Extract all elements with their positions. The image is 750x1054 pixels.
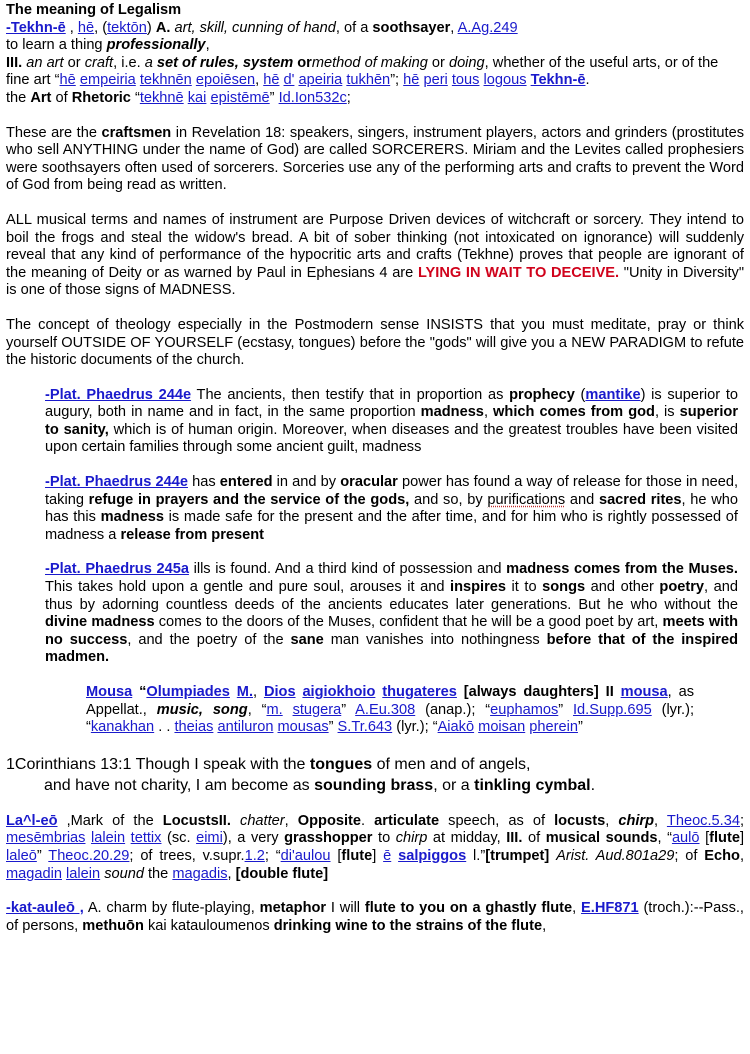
- text-run: II: [598, 684, 621, 700]
- reference-link[interactable]: mesēmbrias: [6, 830, 86, 847]
- text-run: [always daughters]: [463, 684, 599, 700]
- text-run: ,: [542, 917, 547, 934]
- text-run: doing: [448, 54, 485, 71]
- reference-link[interactable]: Dios: [263, 684, 296, 700]
- text-run: “: [132, 684, 147, 700]
- text-run: meets with no success: [45, 614, 738, 648]
- text-run: tinkling cymbal: [474, 776, 591, 794]
- text-run: ) is superior to augury, both in name and in fact, in the same proportion: [45, 386, 738, 421]
- text-run: entered: [219, 474, 273, 491]
- text-run: .: [585, 72, 590, 89]
- text-run: and so, by: [409, 491, 488, 508]
- text-run: ,: [227, 865, 236, 882]
- reference-link[interactable]: mantike: [585, 386, 641, 403]
- tekhne-line-2: [6, 37, 744, 55]
- text-run: has: [187, 474, 220, 491]
- reference-link[interactable]: logous: [483, 72, 527, 89]
- text-run: to: [372, 830, 396, 847]
- text-run: Echo: [704, 847, 740, 864]
- text-run: ,: [205, 37, 210, 54]
- text-run: the: [6, 89, 31, 106]
- text-run: to learn a thing: [6, 37, 107, 54]
- craftsmen-paragraph: [6, 125, 744, 195]
- text-run: Art: [30, 89, 52, 106]
- text-run: This takes hold upon a gentle and pure soul, arouses it and: [45, 579, 451, 596]
- text-run: sacred rites: [598, 491, 682, 508]
- text-run: , he who has this: [45, 491, 739, 526]
- text-run: music, song: [156, 701, 248, 718]
- text-run: , or a: [433, 776, 475, 794]
- text-run: flute: [341, 847, 373, 864]
- reference-link[interactable]: tous: [451, 72, 480, 89]
- text-run: locusts: [554, 812, 606, 829]
- text-run: [: [330, 847, 342, 864]
- text-run: . .: [154, 719, 175, 736]
- text-run: inspires: [450, 579, 506, 596]
- text-run: A.: [155, 19, 171, 36]
- text-run: or: [427, 54, 449, 71]
- text-run: The ancients, then testify that in proportion as: [191, 386, 510, 403]
- text-run: prophecy: [509, 386, 575, 403]
- text-run: chirp: [395, 830, 428, 847]
- text-run: a: [144, 54, 157, 71]
- reference-link[interactable]: lalein: [91, 830, 126, 847]
- reference-link[interactable]: tukhēn: [346, 72, 391, 89]
- reference-link[interactable]: ē: [383, 847, 392, 864]
- text-run: songs: [542, 579, 586, 596]
- text-run: drinking wine to the strains of the flute: [273, 917, 543, 934]
- reference-link[interactable]: hē: [77, 19, 95, 36]
- text-run: which is of human origin. Moreover, when diseases and the greatest troubles have been visited upon certain families through some ancient guilt, madness: [45, 421, 738, 456]
- text-run: II.: [218, 812, 231, 829]
- text-run: ), a very: [222, 830, 285, 847]
- text-run: power has found a way of release for those in need, taking: [45, 474, 739, 508]
- text-run: madness comes from the Muses.: [506, 561, 738, 578]
- reference-link[interactable]: S.Tr.643: [337, 719, 393, 736]
- text-run: , as Appellat.,: [86, 684, 695, 718]
- text-run: "Unity in Diversity" is one of those signs of MADNESS.: [6, 264, 745, 299]
- text-run: craftsmen: [101, 124, 172, 141]
- text-run: , whether of the useful arts, or of the fine art “: [6, 54, 719, 89]
- musical-terms-paragraph: [6, 212, 744, 300]
- text-run: (: [574, 386, 586, 403]
- text-run: tongues: [309, 755, 373, 773]
- phaedrus-quote-1: [45, 387, 738, 457]
- text-run: of: [51, 89, 72, 106]
- reference-link[interactable]: tettix: [130, 830, 162, 847]
- reference-link[interactable]: M.: [236, 684, 254, 700]
- reference-link[interactable]: Aiakō: [437, 719, 475, 736]
- text-run: [231, 813, 240, 829]
- text-run: before that of the inspired madmen.: [45, 631, 738, 666]
- reference-link[interactable]: Theoc.20.29: [48, 847, 130, 864]
- reference-link[interactable]: lalein: [66, 865, 101, 882]
- text-run: ,: [605, 812, 619, 829]
- text-run: speech, as of: [439, 812, 555, 829]
- text-run: ills is found. And a third kind of possession and: [188, 561, 507, 578]
- text-run: , and thus by adorning countless deeds of the ancients educates later generations. But he who without the: [45, 579, 738, 613]
- text-run: ,: [483, 404, 494, 421]
- text-run: sounding brass: [314, 776, 434, 794]
- text-run: is made safe for the present and the after time, and for him who is rightly possessed of madness a: [45, 509, 738, 543]
- text-run: ,: [255, 72, 264, 89]
- corinthians-verse: [6, 754, 744, 796]
- reference-link[interactable]: theias: [174, 719, 214, 736]
- text-run: at midday,: [427, 830, 507, 847]
- text-run: ,: [450, 19, 458, 36]
- text-run: chatter: [240, 812, 285, 829]
- text-run: articulate: [374, 812, 440, 829]
- reference-link[interactable]: antiluron: [217, 719, 274, 736]
- reference-link[interactable]: m.: [266, 701, 283, 718]
- reference-link[interactable]: d': [283, 72, 295, 89]
- text-run: ,: [572, 900, 582, 917]
- text-run: divine madness: [45, 614, 155, 631]
- text-run: (lyr.); “: [392, 719, 438, 736]
- text-run: [283, 702, 293, 718]
- reference-link[interactable]: hē: [59, 72, 76, 89]
- reference-link[interactable]: tekhnē: [139, 89, 184, 106]
- reference-link[interactable]: kai: [187, 89, 207, 106]
- reference-link[interactable]: mousa: [620, 684, 668, 700]
- reference-link[interactable]: salpiggos: [398, 847, 467, 864]
- text-run: , “: [657, 830, 672, 847]
- reference-link[interactable]: -Plat. Phaedrus 244e: [45, 474, 188, 491]
- reference-link[interactable]: mousas: [277, 719, 329, 736]
- text-run: ,: [739, 847, 745, 864]
- text-run: grasshopper: [284, 830, 373, 847]
- text-run: metaphor: [259, 900, 327, 917]
- reference-link[interactable]: -Plat. Phaedrus 245a: [45, 561, 189, 578]
- reference-link[interactable]: aigiokhoio: [302, 684, 376, 700]
- text-run: ”: [36, 847, 49, 864]
- text-run: Rhetoric: [71, 89, 131, 106]
- reference-link[interactable]: Id.Supp.695: [573, 701, 652, 718]
- text-run: Opposite: [297, 812, 362, 829]
- text-run: an art: [26, 54, 64, 71]
- kataule-definition: [6, 900, 744, 935]
- reference-link[interactable]: thugateres: [382, 684, 457, 700]
- text-run: ,Mark of the: [57, 812, 163, 829]
- text-run: III.: [6, 54, 23, 71]
- reference-link[interactable]: E.HF871: [581, 900, 639, 917]
- reference-link[interactable]: epoiēsen: [195, 72, 256, 89]
- text-run: ]: [372, 847, 384, 864]
- text-run: , is: [654, 404, 680, 421]
- tekhne-line-3: [6, 55, 744, 90]
- text-run: , of a: [335, 19, 373, 36]
- text-run: ”;: [390, 72, 404, 89]
- reference-link[interactable]: apeiria: [298, 72, 343, 89]
- text-run: A. charm by flute-playing,: [83, 900, 260, 917]
- text-run: .: [590, 776, 596, 794]
- text-run: ALL musical terms and names of instrument are Purpose Driven devices of witchcraft or sorcery. They intend to boil the frogs and steal the widow's bread. A bit of sober thinking (not intoxicated on ignorance) will suddenly reveal that any kind of performance of the hypocritic arts and crafts (Tekhne) proves that people are ignorant of the meaning of Deity or as warned by Paul in Ephesians 4 are: [6, 211, 744, 281]
- text-run: poetry: [659, 579, 705, 596]
- reference-link[interactable]: -kat-auleō ,: [6, 900, 84, 917]
- theology-paragraph: [6, 317, 744, 370]
- text-run: Locusts: [162, 812, 219, 829]
- text-run: which comes from god: [493, 404, 655, 421]
- corinthians-line-1: [6, 756, 530, 773]
- reference-link[interactable]: moisan: [478, 719, 526, 736]
- text-run: refuge in prayers and the service of the gods,: [88, 491, 410, 508]
- text-run: ”: [328, 719, 338, 736]
- text-run: madness: [420, 404, 484, 421]
- reference-link[interactable]: tektōn: [107, 19, 147, 36]
- reference-link[interactable]: kanakhan: [90, 719, 155, 736]
- page-title: The meaning of Legalism: [6, 2, 182, 18]
- reference-link[interactable]: empeiria: [79, 72, 136, 89]
- reference-link[interactable]: Id.Ion532c: [278, 89, 347, 106]
- text-run: in Revelation 18: speakers, singers, instrument players, actors and grinders (prostitutes who sell ANYTHING under the name of God) are called SORCERERS. Miriam and the Levites called prophesiers were soothsayers often used of sorcerers. Sorceries use any of the performing arts and crafts to prevent the Word of God from being read as written.: [6, 124, 744, 194]
- reference-link[interactable]: peri: [423, 72, 448, 89]
- reference-link[interactable]: A.Ag.249: [457, 19, 518, 36]
- tekhne-line-1: [6, 20, 744, 38]
- text-run: , (: [94, 19, 108, 36]
- text-run: ; of trees, v.supr.: [129, 847, 245, 864]
- text-run: flute to you on a ghastly flute: [364, 900, 573, 917]
- reference-link[interactable]: di'aulou: [280, 847, 331, 864]
- reference-link[interactable]: A.Eu.308: [355, 701, 416, 718]
- text-run: the: [143, 865, 173, 882]
- text-run: ”: [558, 701, 573, 718]
- reference-link[interactable]: epistēmē: [210, 89, 270, 106]
- text-run: [457, 684, 464, 700]
- phaedrus-quote-3: [45, 561, 738, 667]
- reference-link[interactable]: Tekhn-ē: [530, 72, 586, 89]
- reference-link[interactable]: hē: [263, 72, 280, 89]
- text-run: in and by: [272, 474, 341, 491]
- tekhne-line-4: [6, 90, 744, 108]
- text-run: ”: [341, 701, 356, 718]
- text-run: of: [522, 830, 546, 847]
- text-run: ): [146, 19, 156, 36]
- text-run: art, skill, cunning of hand: [174, 19, 336, 36]
- text-run: ]: [739, 830, 745, 847]
- text-run: methuōn: [82, 917, 144, 934]
- reference-link[interactable]: La^l-eō: [6, 812, 58, 829]
- text-run: method of making: [311, 54, 428, 71]
- text-run: III.: [506, 830, 523, 847]
- text-run: (lyr.); “: [86, 701, 695, 736]
- reference-link[interactable]: tekhnēn: [139, 72, 192, 89]
- text-run: ,: [654, 812, 667, 829]
- text-run: ,: [284, 812, 298, 829]
- text-run: .: [361, 812, 375, 829]
- reference-link[interactable]: Mousa: [86, 684, 133, 700]
- reference-link[interactable]: laleō: [6, 847, 37, 864]
- reference-link[interactable]: stugera: [292, 701, 342, 718]
- text-run: [double flute]: [235, 865, 329, 882]
- mousa-definition: [86, 684, 694, 737]
- text-run: 1Corinthians 13:1 Though I speak with the: [6, 755, 310, 773]
- text-run: comes to the doors of the Muses, confident that he will be a good poet by art,: [154, 614, 663, 631]
- text-run: ”: [269, 89, 279, 106]
- text-run: and have not charity, I am become as: [44, 776, 315, 794]
- reference-link[interactable]: -Plat. Phaedrus 244e: [45, 386, 192, 403]
- text-run: LYING IN WAIT TO DECEIVE.: [417, 264, 620, 281]
- text-run: , and the poetry of the: [127, 631, 291, 648]
- text-run: kai katauloumenos: [143, 917, 274, 934]
- phaedrus-quote-2: [45, 474, 738, 544]
- text-run: madness: [100, 509, 164, 526]
- text-run: release from present: [120, 526, 265, 543]
- text-run: of men and of angels,: [372, 755, 531, 773]
- reference-link[interactable]: 1.2: [244, 847, 265, 864]
- text-run: “: [130, 89, 140, 106]
- reference-link[interactable]: aulō: [671, 830, 700, 847]
- text-run: craft: [84, 54, 114, 71]
- text-run: flute: [709, 830, 740, 847]
- corinthians-line-2: [6, 775, 744, 796]
- text-run: [230, 684, 237, 700]
- text-run: ; of: [674, 847, 705, 864]
- text-run: ,: [65, 19, 78, 36]
- text-run: ; “: [264, 847, 281, 864]
- reference-link[interactable]: euphamos: [490, 701, 559, 718]
- text-run: (troch.):--Pass., of persons,: [6, 900, 744, 934]
- reference-link[interactable]: magadin: [6, 865, 62, 882]
- text-run: (sc.: [161, 830, 197, 847]
- text-run: professionally: [106, 37, 206, 54]
- text-run: set of rules, system: [156, 54, 294, 71]
- text-run: musical sounds: [545, 830, 658, 847]
- text-run: l.”: [466, 847, 486, 864]
- reference-link[interactable]: Olumpiades: [146, 684, 230, 700]
- text-run: purifications: [487, 491, 566, 508]
- text-run: I will: [326, 900, 365, 917]
- text-run: (anap.); “: [415, 701, 491, 718]
- text-run: it to: [506, 579, 543, 596]
- text-run: or: [293, 54, 312, 71]
- reference-link[interactable]: pherein: [529, 719, 578, 736]
- text-run: [: [699, 830, 710, 847]
- text-run: and other: [585, 579, 660, 596]
- text-run: ,: [253, 684, 264, 700]
- text-run: chirp: [618, 812, 655, 829]
- text-run: ;: [346, 89, 351, 106]
- text-run: and: [565, 491, 599, 508]
- reference-link[interactable]: Theoc.5.34: [666, 812, 740, 829]
- text-run: , i.e.: [113, 54, 145, 71]
- text-run: , “: [247, 701, 267, 718]
- text-run: ;: [739, 812, 745, 829]
- text-run: ”: [577, 719, 583, 736]
- reference-link[interactable]: hē: [403, 72, 420, 89]
- reference-link[interactable]: magadis: [172, 865, 228, 882]
- reference-link[interactable]: -Tekhn-ē: [6, 19, 66, 36]
- tekhne-definition: [6, 20, 744, 108]
- text-run: The concept of theology especially in the Postmodern sense INSISTS that you must meditate, pray or think yourself OUTSIDE OF YOURSELF (ecstasy, tongues) before the "gods" will give you a NEW PARADIGM to refute the historic documents of the church.: [6, 316, 744, 369]
- text-run: sound: [104, 865, 144, 882]
- text-run: [trumpet]: [485, 847, 550, 864]
- reference-link[interactable]: eimi: [196, 830, 223, 847]
- text-run: oracular: [340, 474, 398, 491]
- text-run: superior to sanity,: [45, 404, 739, 438]
- text-run: or: [63, 54, 85, 71]
- text-run: Arist. Aud.801a29: [556, 847, 675, 864]
- text-run: man vanishes into nothingness: [323, 631, 547, 648]
- text-run: These are the: [6, 124, 102, 141]
- laleo-definition: [6, 813, 744, 883]
- text-run: sane: [290, 631, 324, 648]
- text-run: soothsayer: [372, 19, 451, 36]
